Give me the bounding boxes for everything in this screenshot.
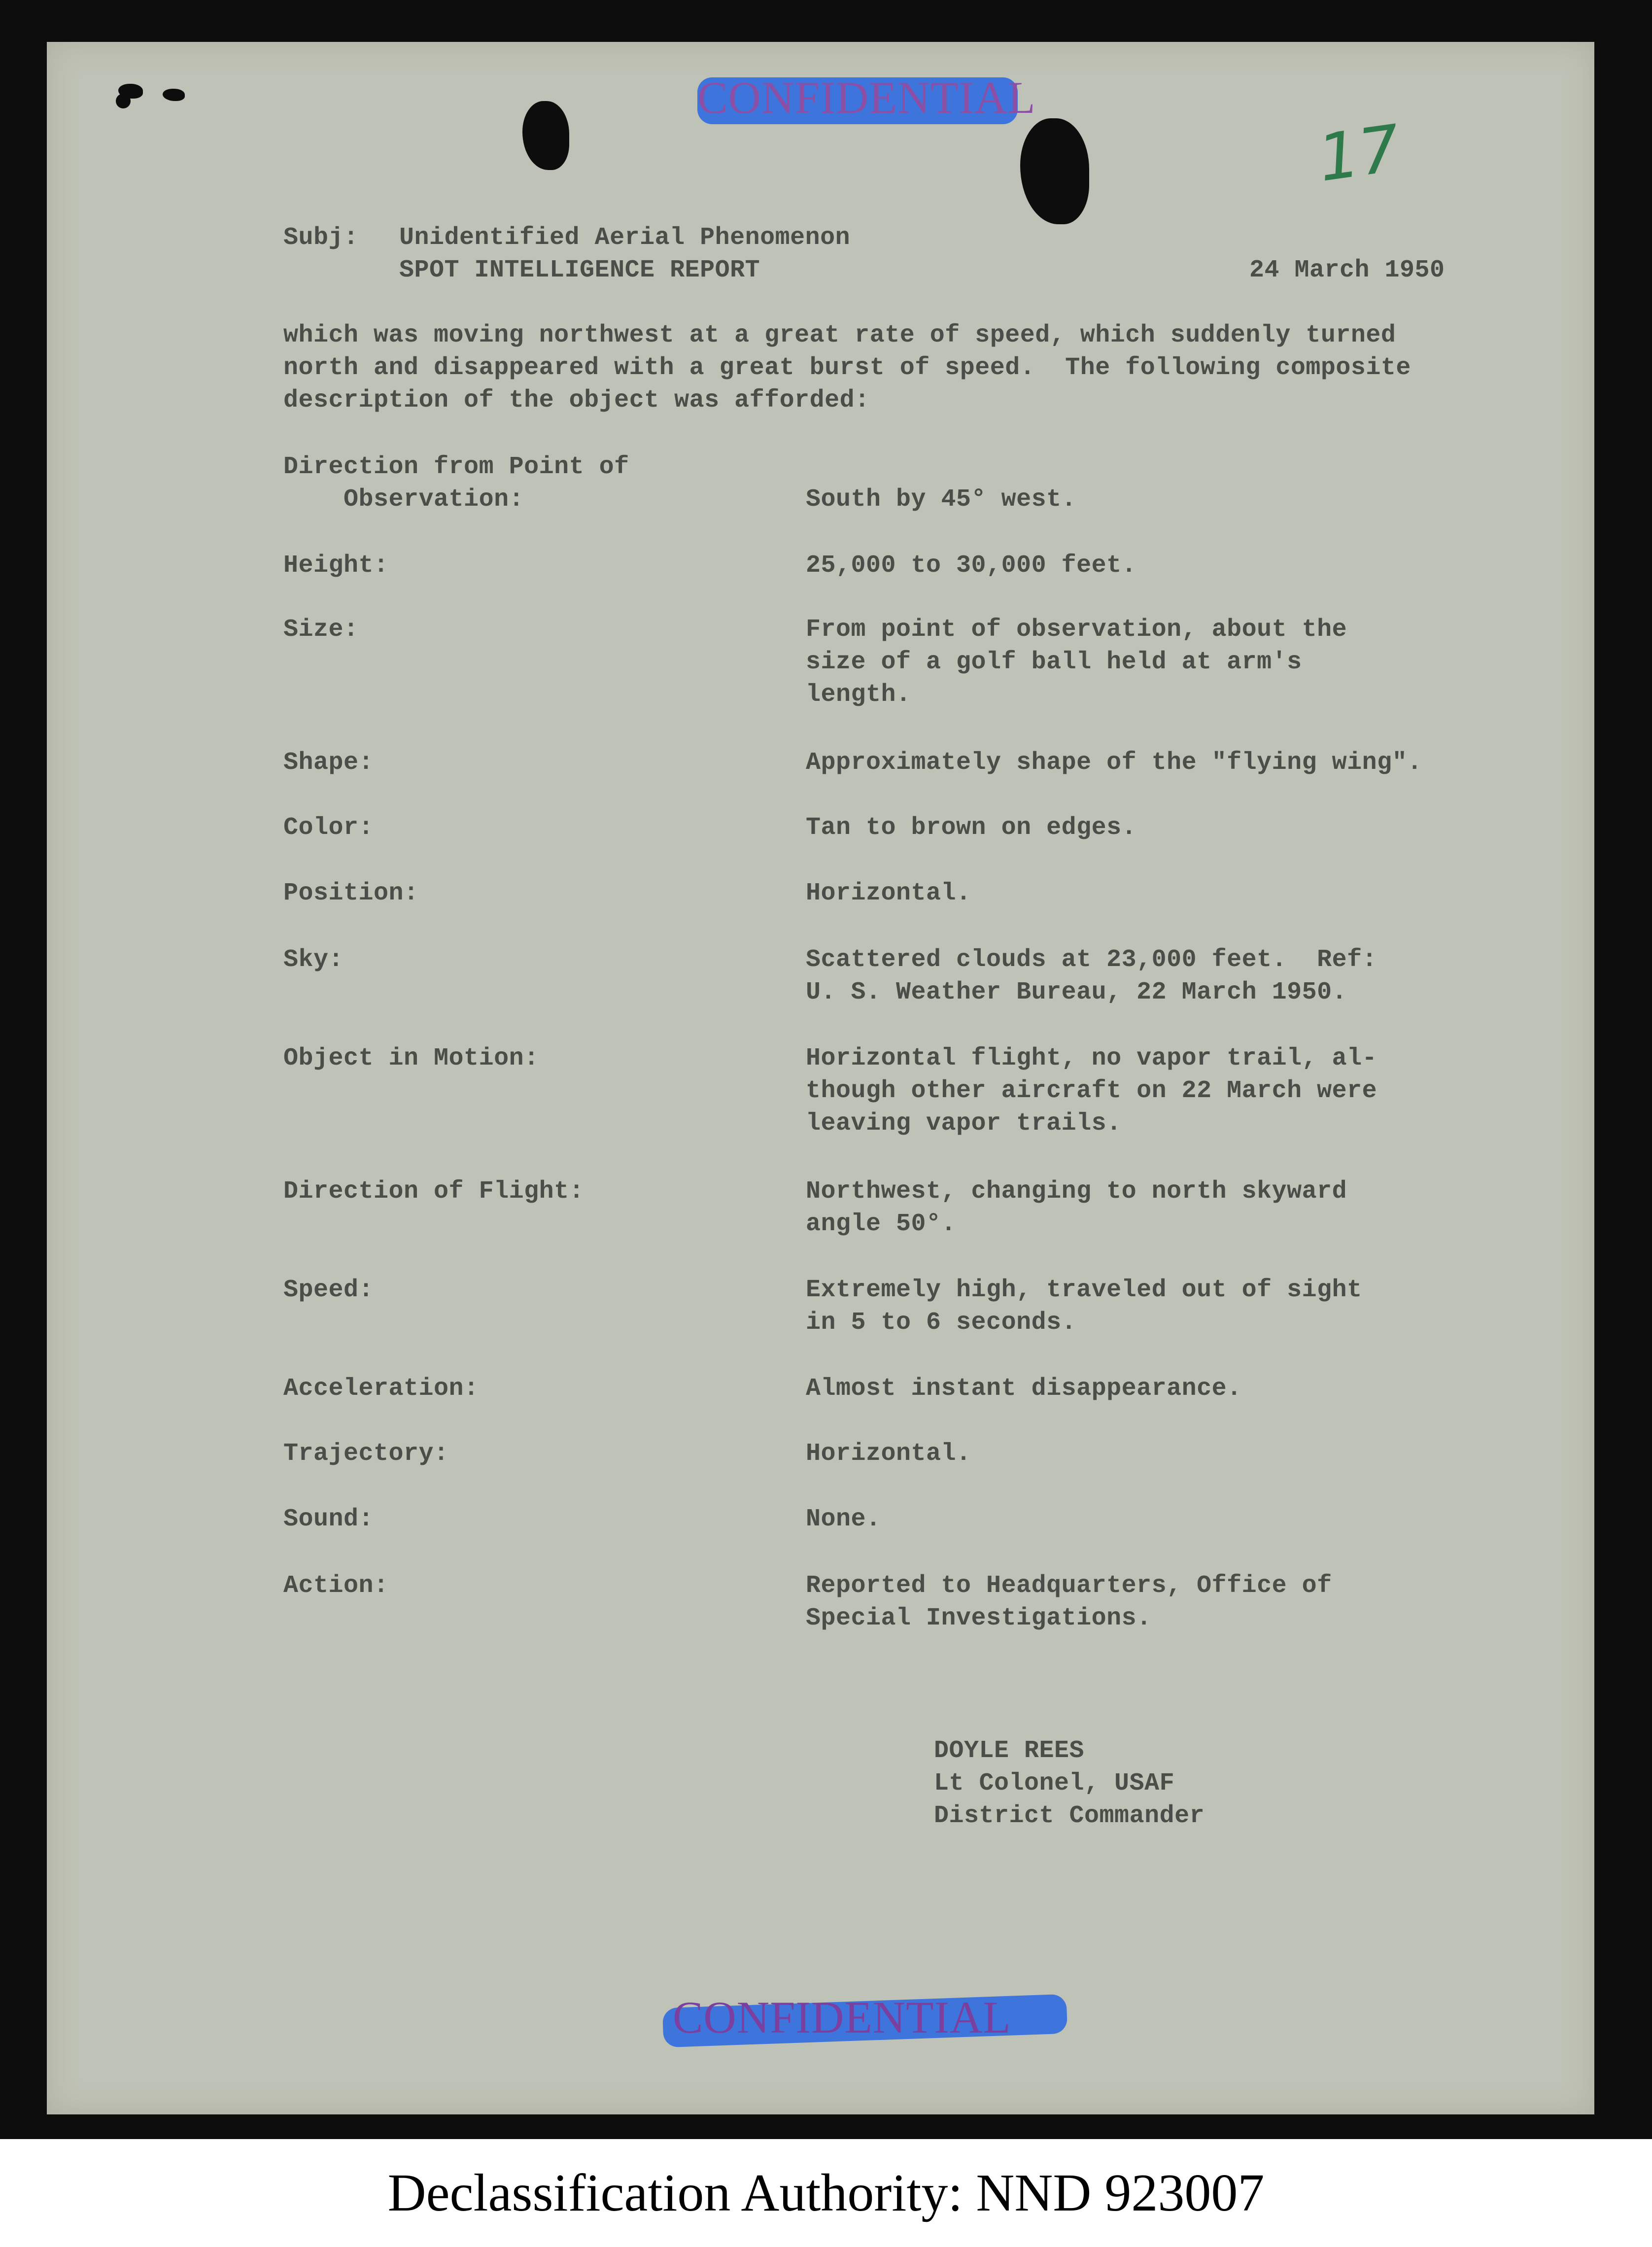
value-size-line3: length. <box>806 681 911 709</box>
intro-line-1: which was moving northwest at a great rate of speed, which suddenly turned <box>283 321 1396 349</box>
value-motion-line1: Horizontal flight, no vapor trail, al- <box>806 1044 1377 1072</box>
declassification-footer: Declassification Authority: NND 923007 <box>387 2163 1265 2222</box>
intro-line-2: north and disappeared with a great burst of speed. The following composite <box>283 354 1411 382</box>
label-trajectory: Trajectory: <box>283 1440 449 1468</box>
value-acceleration: Almost instant disappearance. <box>806 1375 1242 1403</box>
label-direction-line1: Direction from Point of <box>283 453 629 481</box>
value-speed-line2: in 5 to 6 seconds. <box>806 1309 1077 1337</box>
confidential-stamp-bottom: CONFIDENTIAL <box>673 1992 1011 2042</box>
label-acceleration: Acceleration: <box>283 1375 479 1403</box>
report-date: 24 March 1950 <box>1249 256 1445 284</box>
label-shape: Shape: <box>283 749 374 777</box>
value-height: 25,000 to 30,000 feet. <box>806 552 1137 580</box>
punch-hole <box>522 101 569 170</box>
label-speed: Speed: <box>283 1276 374 1304</box>
punch-hole <box>163 89 185 101</box>
value-position: Horizontal. <box>806 879 971 907</box>
label-sky: Sky: <box>283 946 344 974</box>
label-direction-of-flight: Direction of Flight: <box>283 1177 585 1206</box>
signature-rank: Lt Colonel, USAF <box>934 1769 1175 1798</box>
value-size-line1: From point of observation, about the <box>806 616 1347 644</box>
subject-line-2: SPOT INTELLIGENCE REPORT <box>399 256 760 284</box>
value-motion-line2: though other aircraft on 22 March were <box>806 1077 1377 1105</box>
subject-line-1: Unidentified Aerial Phenomenon <box>399 224 851 252</box>
punch-hole <box>116 94 131 108</box>
value-color: Tan to brown on edges. <box>806 814 1137 842</box>
label-position: Position: <box>283 879 419 907</box>
value-shape: Approximately shape of the "flying wing". <box>806 749 1422 777</box>
value-direction: South by 45° west. <box>806 485 1077 514</box>
subject-label: Subj: <box>283 224 359 252</box>
value-size-line2: size of a golf ball held at arm's <box>806 648 1302 676</box>
value-flight-line1: Northwest, changing to north skyward <box>806 1177 1347 1206</box>
value-trajectory: Horizontal. <box>806 1440 971 1468</box>
value-motion-line3: leaving vapor trails. <box>806 1109 1122 1138</box>
confidential-stamp-top: CONFIDENTIAL <box>697 72 1036 123</box>
label-size: Size: <box>283 616 359 644</box>
value-sky-line2: U. S. Weather Bureau, 22 March 1950. <box>806 978 1347 1006</box>
handwritten-page-number: 17 <box>1313 110 1405 196</box>
label-direction-line2: Observation: <box>283 485 524 514</box>
label-sound: Sound: <box>283 1505 374 1533</box>
label-object-in-motion: Object in Motion: <box>283 1044 539 1072</box>
value-action-line1: Reported to Headquarters, Office of <box>806 1572 1332 1600</box>
value-flight-line2: angle 50°. <box>806 1210 957 1238</box>
label-height: Height: <box>283 552 389 580</box>
value-sky-line1: Scattered clouds at 23,000 feet. Ref: <box>806 946 1377 974</box>
signature-title: District Commander <box>934 1802 1205 1830</box>
intro-line-3: description of the object was afforded: <box>283 386 870 415</box>
signature-name: DOYLE REES <box>934 1737 1085 1765</box>
label-action: Action: <box>283 1572 389 1600</box>
punch-hole <box>1020 118 1089 224</box>
value-speed-line1: Extremely high, traveled out of sight <box>806 1276 1362 1304</box>
value-action-line2: Special Investigations. <box>806 1604 1152 1632</box>
label-color: Color: <box>283 814 374 842</box>
value-sound: None. <box>806 1505 881 1533</box>
